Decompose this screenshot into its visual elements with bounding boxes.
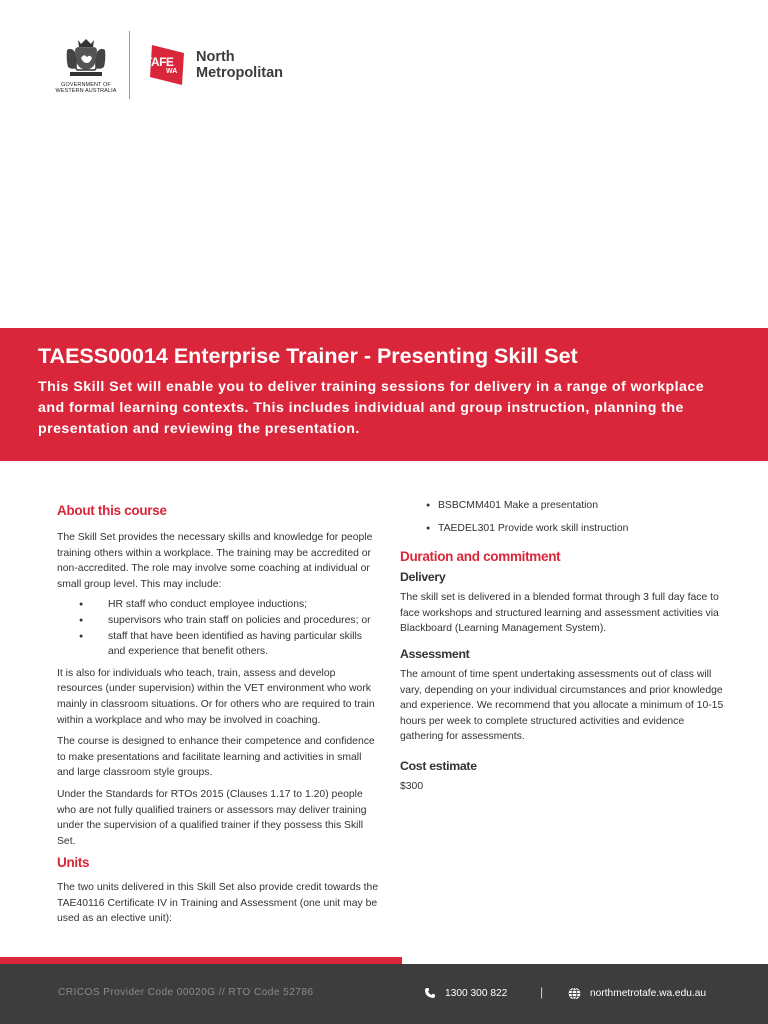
about-paragraph-4: Under the Standards for RTOs 2015 (Clauses 1.17 to 1.20) people who are not fully qualified trainers or assessors may deliver training under the supervision of a qualified trainer if they possess this Skill Set. xyxy=(57,788,367,847)
website-link[interactable]: northmetrotafe.wa.edu.au xyxy=(590,988,707,999)
right-column xyxy=(400,498,730,795)
units-heading: Units xyxy=(57,855,90,871)
header-logos xyxy=(44,30,283,100)
list-item: ● supervisors who train staff on policies and procedures; or xyxy=(79,613,379,629)
tafe-north-metropolitan-logo xyxy=(145,41,283,89)
footer-website[interactable] xyxy=(568,987,706,1000)
cost-value: $300 xyxy=(400,780,424,792)
gov-logo-line-1: GOVERNMENT OF xyxy=(61,82,111,88)
coat-of-arms-icon xyxy=(64,36,108,80)
cost-heading: Cost estimate xyxy=(400,758,477,773)
list-item: ● TAEDEL301 Provide work skill instruction xyxy=(426,521,730,537)
tafe-mark-sub: WA xyxy=(166,68,178,75)
phone-number[interactable]: 1300 300 822 xyxy=(445,987,508,999)
globe-icon xyxy=(568,987,581,1000)
tafe-mark-text: TAFE xyxy=(145,55,174,69)
page-title: TAESS00014 Enterprise Trainer - Presenting Skill Set xyxy=(38,344,578,368)
gov-logo-line-2: WESTERN AUSTRALIA xyxy=(55,88,117,94)
units-list xyxy=(426,498,730,536)
list-item: ● staff that have been identified as having particular skills and experience that benefit others. xyxy=(79,629,379,660)
about-bullet-list xyxy=(79,597,379,659)
about-paragraph-3: The course is designed to enhance their competence and confidence to make presentations and facilitate learning and activities in small and large classroom style groups. xyxy=(57,736,375,779)
list-item: ● HR staff who conduct employee inductions; xyxy=(79,597,379,613)
left-column xyxy=(57,502,379,927)
title-banner xyxy=(0,328,768,461)
list-item: ● BSBCMM401 Make a presentation xyxy=(426,498,730,514)
tafe-name xyxy=(196,49,283,81)
cricos-code: CRICOS Provider Code 00020G // RTO Code 52786 xyxy=(58,987,314,998)
delivery-text: The skill set is delivered in a blended format through 3 full day face to face workshops and structured learning and assessment activities via Blackboard (Learning Management System). xyxy=(400,592,719,635)
footer-separator: | xyxy=(540,985,544,999)
footer-accent-strip xyxy=(0,957,402,964)
government-of-wa-logo xyxy=(44,36,128,94)
about-paragraph-2: It is also for individuals who teach, train, assess and develop resources (under supervision) within the VET environment who work mainly in classroom situations. Or for others who are required to train within a workplace and who may be involved in coaching. xyxy=(57,667,375,726)
about-paragraph-1: The Skill Set provides the necessary skills and knowledge for people training others within a workplace. The training may be accredited or non-accredited. The role may involve some coaching at individual or small group level. This may include: xyxy=(57,532,373,590)
assessment-heading: Assessment xyxy=(400,646,470,661)
footer xyxy=(0,964,768,1024)
about-heading: About this course xyxy=(57,503,167,518)
phone-icon xyxy=(424,987,436,999)
assessment-text: The amount of time spent undertaking assessments out of class will vary, depending on your individual circumstances and prior knowledge and experience. We recommend that you allocate a minimum of 10-15 hours per week to complete structured activities and evidence gathering for assessments. xyxy=(400,668,724,743)
duration-heading: Duration and commitment xyxy=(400,549,561,565)
tafe-wa-mark xyxy=(145,41,188,89)
units-intro: The two units delivered in this Skill Set also provide credit towards the TAE40116 Certificate IV in Training and Assessment (one unit may be used as an elective unit): xyxy=(57,882,379,925)
tafe-name-line-2: Metropolitan xyxy=(196,65,283,81)
footer-phone[interactable] xyxy=(424,987,507,999)
delivery-heading: Delivery xyxy=(400,570,446,585)
tafe-name-line-1: North xyxy=(196,49,235,65)
banner-intro: This Skill Set will enable you to deliver training sessions for delivery in a range of workplace and formal learning contexts. This includes individual and group instruction, planning the presentation and reviewing the presentation. xyxy=(38,379,705,437)
logo-divider xyxy=(129,31,130,99)
